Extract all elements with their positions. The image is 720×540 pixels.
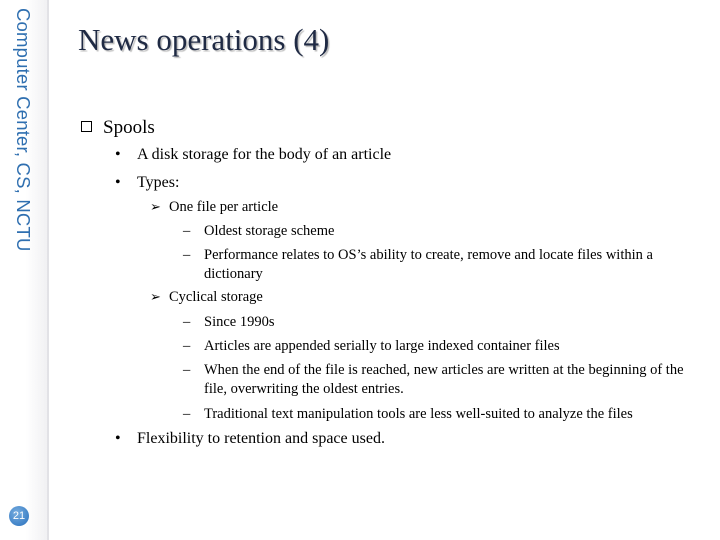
detail-text: Oldest storage scheme xyxy=(204,223,335,239)
detail-text: When the end of the file is reached, new articles are written at the beginning of the file, overwriting the oldest entries. xyxy=(204,362,684,397)
dash-bullet-icon: – xyxy=(183,338,191,354)
arrow-bullet-icon: ➢ xyxy=(150,199,161,214)
detail-text: Traditional text manipulation tools are less well-suited to analyze the files xyxy=(204,406,633,422)
detail-item xyxy=(183,405,704,424)
detail-text: Performance relates to OS’s ability to create, remove and locate files within a dictionary xyxy=(204,247,653,282)
bullet-dot-icon: • xyxy=(115,174,121,191)
bullet-text: A disk storage for the body of an article xyxy=(137,146,392,163)
checkbox-bullet-icon xyxy=(81,121,92,132)
detail-item xyxy=(183,361,704,399)
type-label: One file per article xyxy=(169,199,279,215)
page-number-badge: 21 xyxy=(9,506,29,526)
heading-spools xyxy=(103,117,155,139)
bullet-item xyxy=(115,146,392,164)
type-label: Cyclical storage xyxy=(169,289,263,305)
bullet-text: Types: xyxy=(137,174,180,191)
detail-text: Articles are appended serially to large indexed container files xyxy=(204,338,560,354)
detail-item xyxy=(183,313,704,332)
type-item xyxy=(150,289,263,306)
bullet-dot-icon: • xyxy=(115,430,121,447)
bullet-text: Flexibility to retention and space used. xyxy=(137,430,385,447)
bullet-item xyxy=(115,430,385,448)
bullet-dot-icon: • xyxy=(115,146,121,163)
detail-text: Since 1990s xyxy=(204,314,275,330)
slide-title: News operations (4) xyxy=(78,22,330,57)
detail-item xyxy=(183,246,704,284)
sidebar-vertical-title: Computer Center, CS, NCTU xyxy=(13,8,34,252)
dash-bullet-icon: – xyxy=(183,362,191,378)
bullet-item xyxy=(115,174,180,192)
dash-bullet-icon: – xyxy=(183,247,191,263)
heading-label: Spools xyxy=(103,117,155,138)
dash-bullet-icon: – xyxy=(183,406,191,422)
detail-item xyxy=(183,337,704,356)
dash-bullet-icon: – xyxy=(183,314,191,330)
arrow-bullet-icon: ➢ xyxy=(150,289,161,304)
dash-bullet-icon: – xyxy=(183,223,191,239)
detail-item xyxy=(183,222,704,241)
sidebar-divider xyxy=(47,0,49,540)
type-item xyxy=(150,199,279,216)
